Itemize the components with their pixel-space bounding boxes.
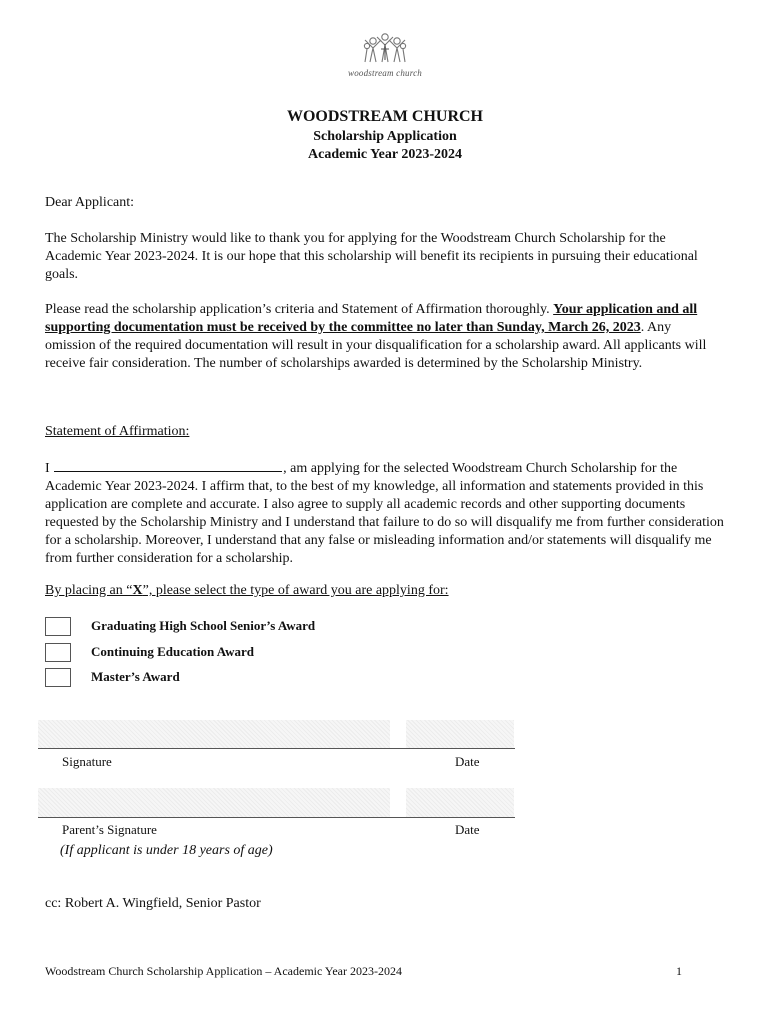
signature-label: Signature (62, 754, 112, 769)
academic-year: Academic Year 2023-2024 (308, 147, 462, 162)
greeting: Dear Applicant: (45, 195, 135, 210)
signature-date-field[interactable] (406, 720, 514, 749)
deadline-notice: Your application and all supporting documentation must be received by the committee no later than Sunday, March 26, 2023 (45, 302, 698, 335)
instructions-intro: Please read the scholarship application’s criteria and Statement of Affirmation thoroughly. (45, 302, 554, 317)
instructions-rest: . Any omission of the required documentation will result in your disqualification for a scholarship award. All applicants will receive fair consideration. The number of scholarships awarded is determined by the Scholarship Ministry. (45, 320, 707, 371)
date-label: Date (455, 754, 480, 769)
award-option (45, 643, 445, 663)
people-cross-logo-icon (337, 32, 433, 68)
footer-text: Woodstream Church Scholarship Application – Academic Year 2023-2024 (45, 964, 402, 978)
document-title: WOODSTREAM CHURCH (286, 108, 483, 125)
award-heading (45, 583, 449, 599)
award-heading-after: ”, please select the type of award you are applying for: (142, 583, 449, 598)
affirmation-body: , am applying for the selected Woodstream Church Scholarship for the Academic Year 2023-2024. I affirm that, to the best of my knowledge, all information and statements provided in this application are complete and accurate. I also agree to supply all academic records and other supporting documents requested by the Scholarship Ministry and I understand that failure to do so will disqualify me from further consideration for a scholarship. Moreover, I understand that any false or misleading information and/or statements will disqualify me from further consideration for a scholarship. (45, 461, 724, 566)
parent-date-field[interactable] (406, 788, 514, 817)
signature-field[interactable] (38, 720, 390, 749)
affirmation-prefix: I (45, 461, 50, 476)
instructions-paragraph (45, 301, 725, 373)
award-option (45, 668, 445, 688)
award-option (45, 617, 445, 637)
award-heading-mark: X (132, 583, 143, 598)
signature-line (38, 748, 515, 749)
parent-signature-field[interactable] (38, 788, 390, 817)
affirmation-heading: Statement of Affirmation: (45, 424, 190, 439)
parent-signature-line (38, 817, 515, 818)
cc-line: cc: Robert A. Wingfield, Senior Pastor (45, 896, 261, 911)
award-label: Master’s Award (91, 669, 180, 684)
award-label: Continuing Education Award (91, 644, 255, 659)
parent-date-label: Date (455, 822, 480, 837)
document-subtitle: Scholarship Application (313, 129, 457, 144)
logo-caption: woodstream church (348, 68, 422, 78)
award-checkbox-masters[interactable] (45, 668, 71, 687)
applicant-name-field[interactable] (54, 459, 282, 472)
page-number: 1 (676, 964, 682, 978)
intro-paragraph: The Scholarship Ministry would like to thank you for applying for the Woodstream Church Scholarship for the Academic Year 2023-2024. It is our hope that this scholarship will benefit its recipients in pursuing their educational goals. (45, 231, 698, 282)
affirmation-paragraph (45, 459, 725, 568)
award-label: Graduating High School Senior’s Award (91, 618, 316, 633)
church-logo (337, 32, 433, 84)
award-checkbox-continuing-education[interactable] (45, 643, 71, 662)
parent-note: (If applicant is under 18 years of age) (60, 843, 273, 858)
parent-signature-label: Parent’s Signature (62, 822, 157, 837)
award-checkbox-graduating-senior[interactable] (45, 617, 71, 636)
award-heading-before: By placing an “ (45, 583, 133, 598)
